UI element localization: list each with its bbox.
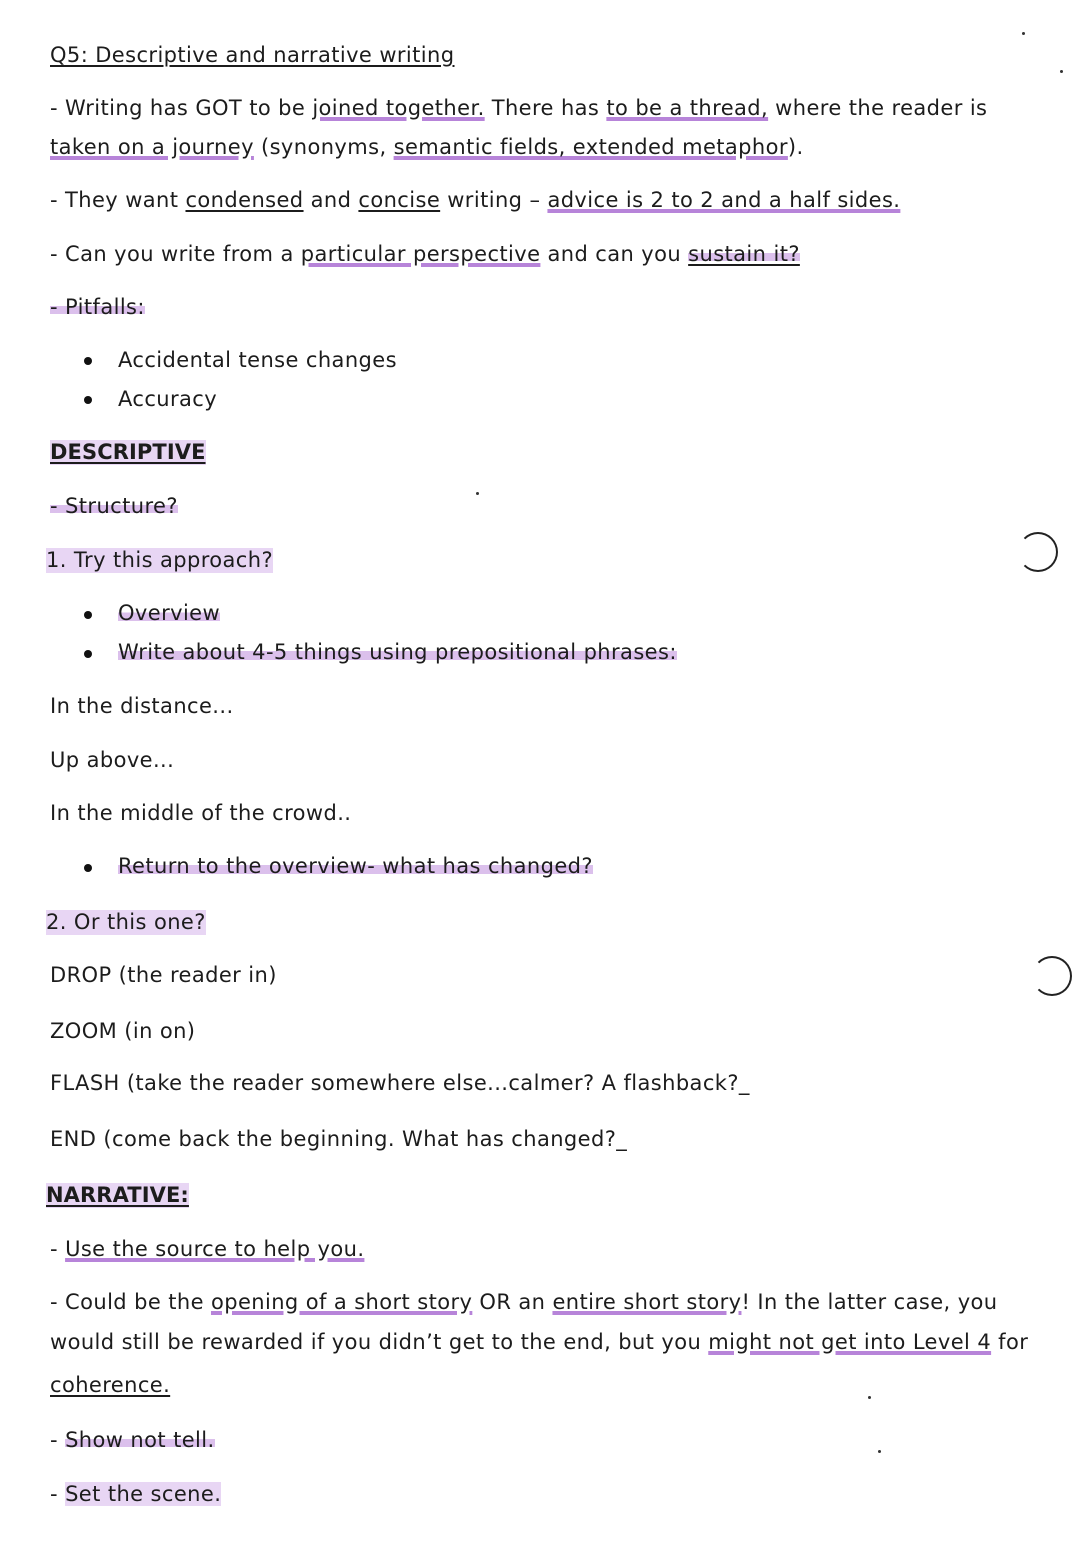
structure-label: - Structure?	[50, 494, 178, 518]
intro-line-2	[50, 135, 804, 160]
intro-line-3	[50, 188, 900, 213]
show-text: Show not tell.	[65, 1428, 215, 1452]
intro-text: There has	[484, 96, 607, 120]
structure-line	[50, 494, 178, 519]
show-dash: -	[50, 1428, 66, 1452]
bullet-icon	[84, 650, 92, 658]
pitfall-item: Accuracy	[118, 387, 218, 411]
stray-mark	[476, 492, 479, 495]
intro-text: - Writing has GOT to be	[50, 96, 313, 120]
stray-mark	[1022, 32, 1025, 35]
punch-hole-icon	[1018, 532, 1058, 572]
bullet-icon	[84, 864, 92, 872]
intro-highlight: sustain it?	[688, 242, 800, 266]
pitfall-item: Accidental tense changes	[118, 348, 397, 372]
source-line	[50, 1237, 364, 1262]
bullet-icon	[84, 396, 92, 404]
source-dash: -	[50, 1237, 66, 1261]
approach-1: 1. Try this approach?	[46, 548, 274, 572]
intro-highlight: advice is 2 to 2 and a half sides.	[547, 188, 901, 212]
bullet-icon	[84, 357, 92, 365]
intro-text: - They want	[50, 188, 186, 212]
approach-2: 2. Or this one?	[46, 910, 206, 934]
intro-underline: concise	[358, 188, 441, 212]
could-highlight: might not get into Level 4	[708, 1330, 992, 1354]
pitfalls-heading	[50, 295, 145, 320]
intro-text: writing –	[440, 188, 548, 212]
drop-line: DROP (the reader in)	[50, 963, 277, 987]
intro-highlight: particular perspective	[300, 242, 541, 266]
stray-mark	[1060, 70, 1063, 73]
show-line	[50, 1428, 215, 1453]
intro-highlight: to be a thread,	[606, 96, 769, 120]
pitfalls-label: - Pitfalls:	[50, 295, 145, 319]
could-line-1	[50, 1290, 997, 1315]
punch-hole-icon	[1032, 956, 1072, 996]
narrative-heading: NARRATIVE:	[46, 1183, 189, 1207]
intro-text: ).	[787, 135, 804, 159]
set-text: Set the scene.	[65, 1482, 222, 1506]
zoom-line: ZOOM (in on)	[50, 1019, 196, 1043]
intro-text: where the reader is	[768, 96, 988, 120]
set-dash: -	[50, 1482, 66, 1506]
intro-line-1	[50, 96, 987, 121]
could-highlight: entire short story	[552, 1290, 742, 1314]
end-line: END (come back the beginning. What has changed?_	[50, 1127, 628, 1151]
stray-mark	[868, 1396, 871, 1399]
phrase-line: In the middle of the crowd..	[50, 801, 352, 825]
stray-mark	[878, 1450, 881, 1453]
intro-underline: condensed	[185, 188, 304, 212]
could-text: for	[991, 1330, 1029, 1354]
set-line	[50, 1482, 221, 1507]
could-line-3: coherence.	[50, 1373, 171, 1397]
flash-line: FLASH (take the reader somewhere else...calmer? A flashback?_	[50, 1071, 750, 1095]
could-text: OR an	[472, 1290, 553, 1314]
page-title: Q5: Descriptive and narrative writing	[50, 43, 455, 67]
intro-highlight: semantic fields, extended metaphor	[393, 135, 788, 159]
descriptive-heading: DESCRIPTIVE	[50, 440, 206, 464]
bullet-icon	[84, 611, 92, 619]
intro-highlight: taken on a journey	[50, 135, 254, 159]
intro-text: - Can you write from a	[50, 242, 301, 266]
phrase-line: In the distance...	[50, 694, 234, 718]
could-text: ! In the latter case, you	[741, 1290, 998, 1314]
intro-text: and	[303, 188, 359, 212]
phrase-line: Up above...	[50, 748, 175, 772]
could-highlight: opening of a short story	[210, 1290, 473, 1314]
return-item: Return to the overview- what has changed?	[118, 854, 593, 878]
source-text: Use the source to help you.	[65, 1237, 365, 1261]
could-text: would still be rewarded if you didn’t get to the end, but you	[50, 1330, 709, 1354]
intro-highlight: joined together.	[312, 96, 485, 120]
write-about-item: Write about 4-5 things using prepositional phrases:	[118, 640, 677, 664]
intro-text: and can you	[540, 242, 689, 266]
could-text: - Could be the	[50, 1290, 211, 1314]
could-line-2	[50, 1330, 1028, 1355]
intro-line-4	[50, 242, 800, 267]
overview-item: Overview	[118, 601, 221, 625]
intro-text: (synonyms,	[253, 135, 394, 159]
